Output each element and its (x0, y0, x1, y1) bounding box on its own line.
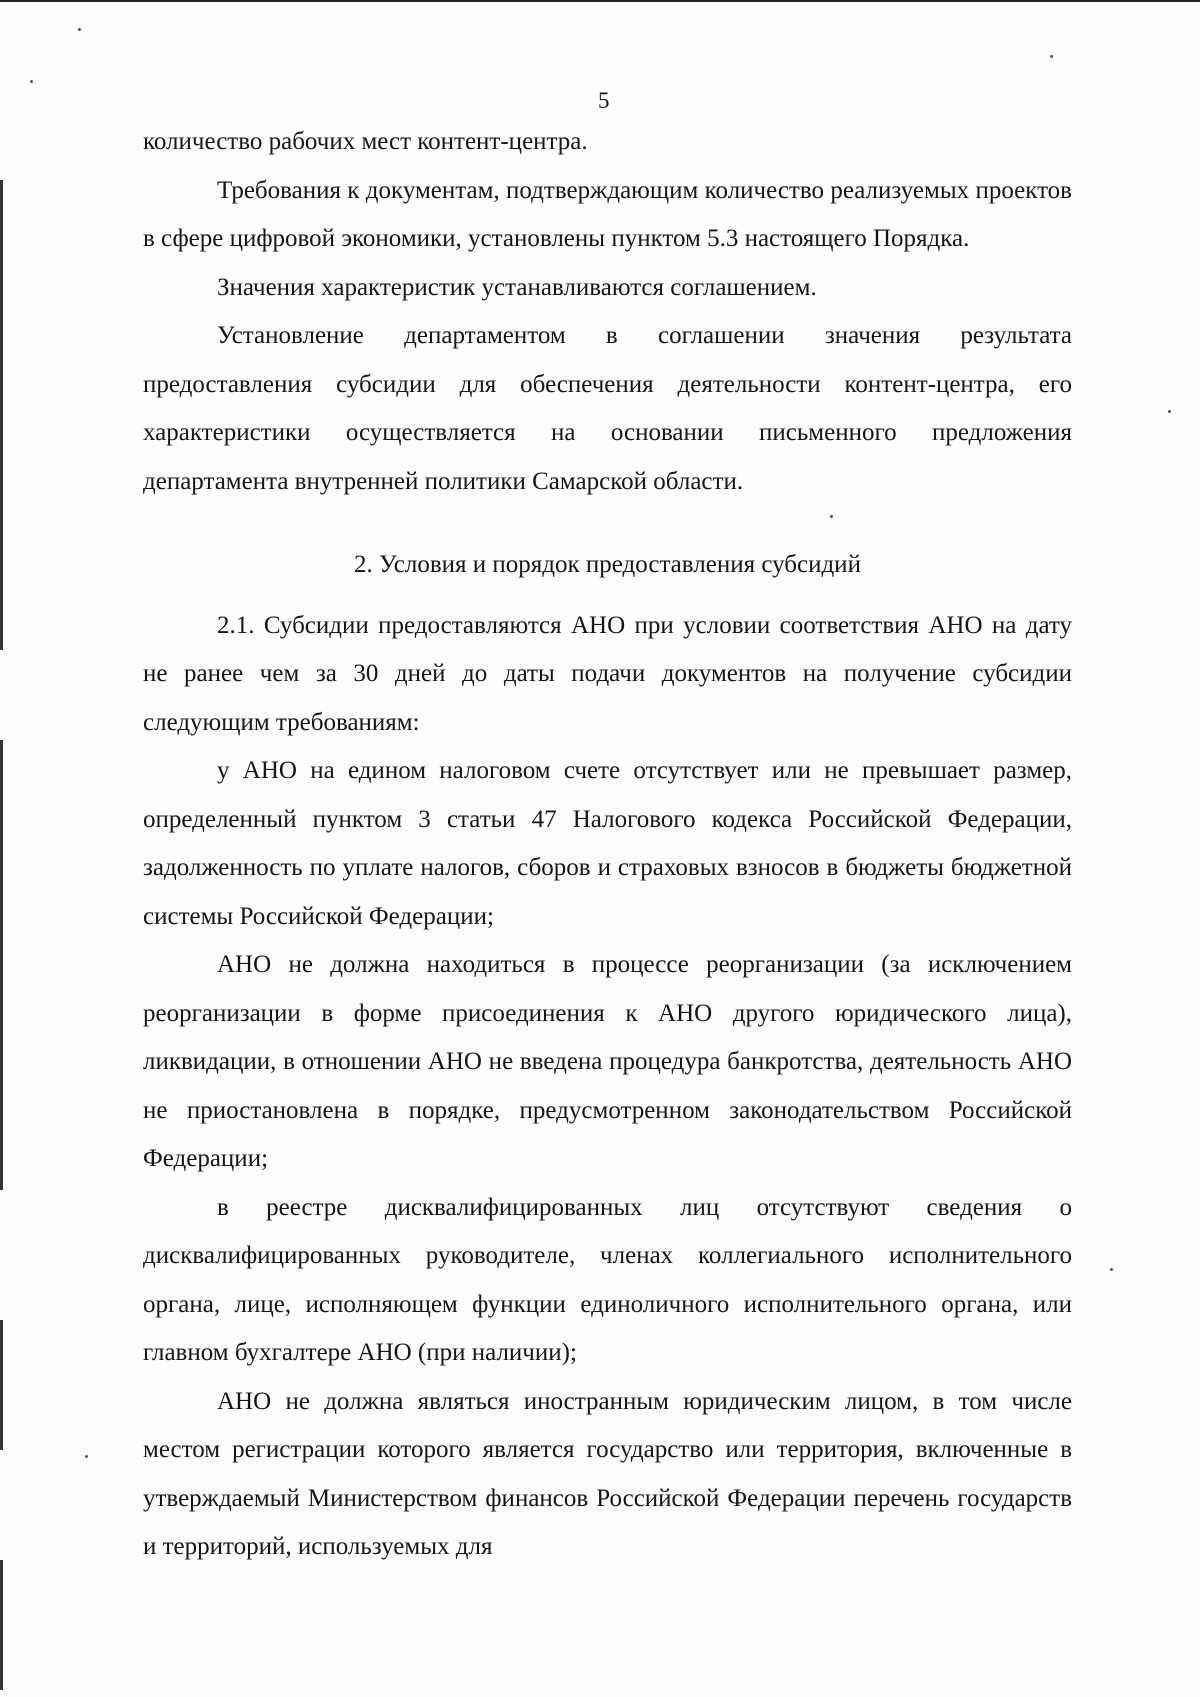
scan-left-border (0, 1320, 3, 1450)
page-number: 5 (598, 88, 610, 113)
scan-top-border (0, 0, 1200, 2)
paragraph: Требования к документам, подтверждающим количество реализуемых проектов в сфере цифровой экономики, установлены пунктом 5.3 настоящего Порядка. (143, 176, 1072, 252)
document-body (143, 118, 1072, 1572)
paragraph: количество рабочих мест контент-центра. (143, 128, 588, 155)
paragraph: у АНО на едином налоговом счете отсутствует или не превышает размер, определенный пунктом 3 статьи 47 Налогового кодекса Российской Федерации, задолженность по уплате налогов, сборов и страховых взносов в бюджеты бюджетной системы Российской Федерации; (143, 757, 1072, 930)
paragraph: Значения характеристик устанавливаются соглашением. (217, 273, 817, 301)
paragraph: 2.1. Субсидии предоставляются АНО при условии соответствия АНО на дату не ранее чем за 30 дней до даты подачи документов на получение субсидии следующим требованиям: (143, 611, 1072, 736)
scan-speck (85, 1455, 88, 1458)
paragraph: Установление департаментом в соглашении значения результата предоставления субсидии для обеспечения деятельности контент-центра, его характеристики осуществляется на основании письменного предложения департамента внутренней политики Самарской области. (143, 322, 1072, 495)
section-heading: 2. Условия и порядок предоставления субсидий (354, 551, 861, 578)
paragraph: АНО не должна находиться в процессе реорганизации (за исключением реорганизации в форме присоединения к АНО другого юридического лица), ликвидации, в отношении АНО не введена процедура банкротства, деятельность АНО не приостановлена в порядке, предусмотренном законодательством Российской Федерации; (143, 951, 1072, 1172)
scan-left-border (0, 1560, 3, 1690)
paragraph: в реестре дисквалифицированных лиц отсутствуют сведения о дисквалифицированных руководителе, членах коллегиального исполнительного органа, лице, исполняющем функции единоличного исполнительного органа, или главном бухгалтере АНО (при наличии); (143, 1193, 1072, 1366)
paragraph: АНО не должна являться иностранным юридическим лицом, в том числе местом регистрации которого является государство или территория, включенные в утверждаемый Министерством финансов Российской Федерации перечень государств и территорий, используемых для (143, 1387, 1072, 1560)
scan-speck (1110, 1268, 1113, 1271)
scan-left-border (0, 180, 3, 650)
scan-speck (78, 28, 81, 31)
scan-speck (1168, 410, 1171, 413)
scan-speck (30, 80, 33, 83)
scan-speck (1050, 55, 1053, 58)
scan-left-border (0, 740, 3, 1190)
